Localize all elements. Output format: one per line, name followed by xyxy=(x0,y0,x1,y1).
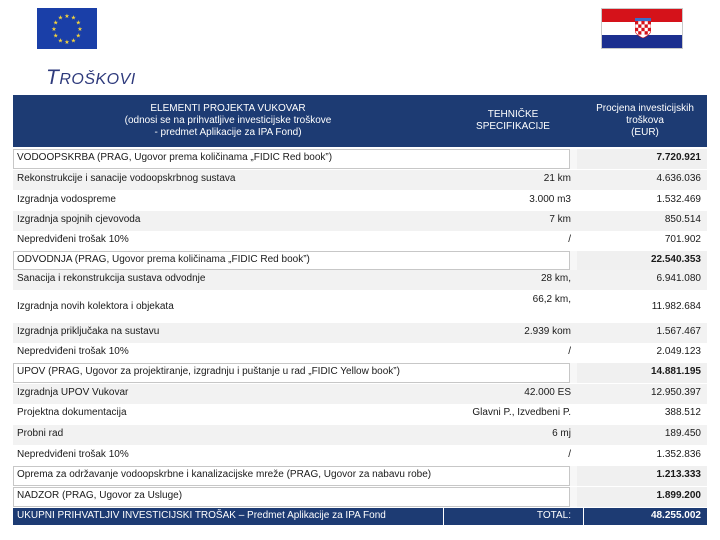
row-value: 12.950.397 xyxy=(650,387,701,398)
costs-table xyxy=(13,95,707,525)
section-row xyxy=(13,363,707,383)
svg-text:★: ★ xyxy=(64,13,70,20)
svg-text:★: ★ xyxy=(53,19,59,27)
row-spec: Glavni P., Izvedbeni P. xyxy=(472,407,571,418)
row-value: 1.213.333 xyxy=(656,469,701,480)
row-spec: 42.000 ES xyxy=(524,387,571,398)
row-value: 4.636.036 xyxy=(656,173,701,184)
table-row xyxy=(13,343,707,363)
row-spec: / xyxy=(568,346,571,357)
table-row xyxy=(13,211,707,231)
table-row xyxy=(13,191,707,211)
svg-text:★: ★ xyxy=(75,32,81,40)
row-value: 850.514 xyxy=(664,214,701,225)
table-row xyxy=(13,384,707,404)
total-spec: TOTAL: xyxy=(536,510,571,521)
row-value: 1.352.836 xyxy=(656,449,701,460)
row-value: 1.899.200 xyxy=(656,490,701,501)
page-title: TROŠKOVI xyxy=(46,66,136,89)
svg-text:★: ★ xyxy=(64,39,70,46)
row-spec: / xyxy=(568,234,571,245)
svg-text:★: ★ xyxy=(51,26,57,33)
table-row xyxy=(13,291,707,323)
section-row xyxy=(13,487,707,507)
header-cost-estimate: Procjena investicijskih troškova (EUR) xyxy=(583,95,707,147)
row-value: 388.512 xyxy=(664,407,701,418)
section-row xyxy=(13,466,707,486)
total-row xyxy=(13,508,707,525)
coat-of-arms-icon xyxy=(635,18,651,38)
row-value: 2.049.123 xyxy=(656,346,701,357)
row-label: Projektna dokumentacija xyxy=(17,407,127,418)
eu-flag-logo xyxy=(37,8,97,49)
header-technical-specs: TEHNIČKE SPECIFIKACIJE xyxy=(443,95,583,147)
row-label: Sanacija i rekonstrukcija sustava odvodnje xyxy=(17,273,206,284)
row-label: Oprema za održavanje vodoopskrbne i kanalizacijske mreže (PRAG, Ugovor za nabavu robe) xyxy=(17,469,432,480)
row-label: Nepredviđeni trošak 10% xyxy=(17,234,129,245)
section-row xyxy=(13,251,707,270)
svg-text:★: ★ xyxy=(57,37,64,45)
svg-text:★: ★ xyxy=(77,26,83,33)
row-label: VODOOPSKRBA (PRAG, Ugovor prema količinama „FIDIC Red book”) xyxy=(17,152,333,163)
table-row xyxy=(13,231,707,251)
svg-text:★: ★ xyxy=(75,19,81,27)
row-label: Nepredviđeni trošak 10% xyxy=(17,449,129,460)
total-value: 48.255.002 xyxy=(650,510,701,521)
row-spec: 6 mj xyxy=(552,428,571,439)
svg-text:★: ★ xyxy=(70,14,77,22)
row-spec: 28 km, xyxy=(540,273,571,284)
row-value: 6.941.080 xyxy=(656,273,701,284)
row-label: Izgradnja spojnih cjevovoda xyxy=(17,214,141,225)
table-row xyxy=(13,404,707,425)
svg-text:★: ★ xyxy=(57,14,64,22)
row-value: 1.567.467 xyxy=(656,326,701,337)
svg-text:★: ★ xyxy=(70,37,77,45)
table-row xyxy=(13,323,707,343)
row-spec: 3.000 m3 xyxy=(529,194,571,205)
row-value: 1.532.469 xyxy=(656,194,701,205)
total-label: UKUPNI PRIHVATLJIV INVESTICIJSKI TROŠAK – Predmet Aplikacije za IPA Fond xyxy=(17,510,386,521)
header-project-elements: ELEMENTI PROJEKTA VUKOVAR (odnosi se na prihvatljive investicijske troškove - predmet Aplikacije za IPA Fond) xyxy=(13,95,443,147)
row-label: Probni rad xyxy=(17,428,64,439)
row-spec: 66,2 km, xyxy=(532,294,571,305)
table-row xyxy=(13,170,707,190)
row-label: Izgradnja novih kolektora i objekata xyxy=(17,301,174,312)
row-value: 22.540.353 xyxy=(650,254,701,265)
row-spec: 7 km xyxy=(549,214,571,225)
row-value: 14.881.195 xyxy=(650,366,701,377)
svg-text:★: ★ xyxy=(53,32,59,40)
row-spec: 2.939 kom xyxy=(524,326,571,337)
row-spec: 21 km xyxy=(543,173,571,184)
row-value: 7.720.921 xyxy=(656,152,701,163)
row-label: Izgradnja UPOV Vukovar xyxy=(17,387,129,398)
row-spec: / xyxy=(568,449,571,460)
row-value: 11.982.684 xyxy=(651,301,701,312)
table-row xyxy=(13,446,707,466)
row-label: Nepredviđeni trošak 10% xyxy=(17,346,129,357)
row-value: 701.902 xyxy=(664,234,701,245)
row-value: 189.450 xyxy=(664,428,701,439)
row-label: UPOV (PRAG, Ugovor za projektiranje, izgradnju i puštanje u rad „FIDIC Yellow book”) xyxy=(17,366,400,377)
section-row xyxy=(13,149,707,169)
row-label: Rekonstrukcije i sanacije vodoopskrbnog sustava xyxy=(17,173,236,184)
row-label: Izgradnja vodospreme xyxy=(17,194,116,205)
row-label: ODVODNJA (PRAG, Ugovor prema količinama „FIDIC Red book”) xyxy=(17,254,310,265)
table-row xyxy=(13,425,707,445)
row-label: NADZOR (PRAG, Ugovor za Usluge) xyxy=(17,490,183,501)
table-row xyxy=(13,270,707,290)
croatia-flag-logo xyxy=(601,8,683,49)
row-label: Izgradnja priključaka na sustavu xyxy=(17,326,160,337)
